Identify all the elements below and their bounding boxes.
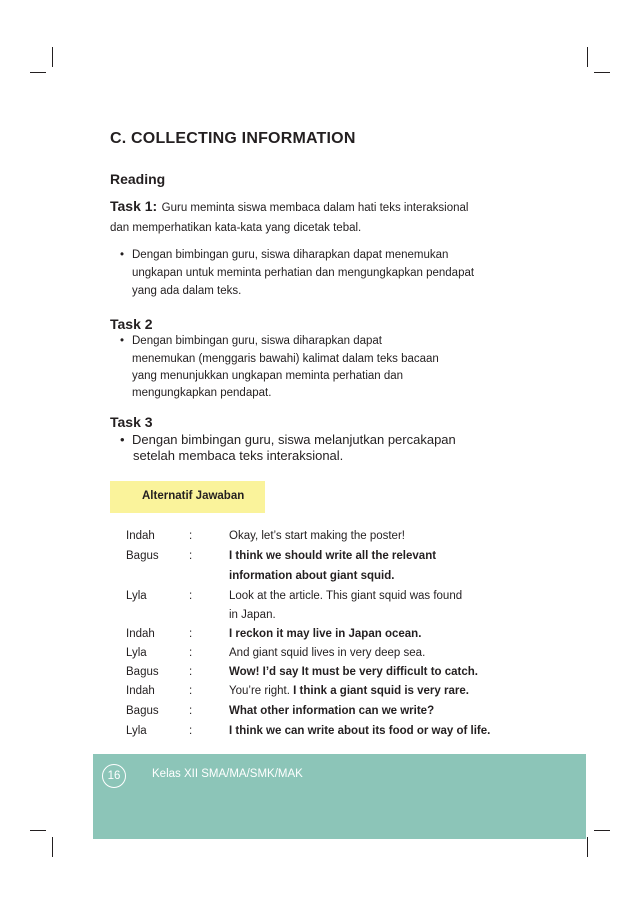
colon: :	[189, 647, 193, 659]
speaker: Bagus	[126, 666, 159, 678]
speaker: Lyla	[126, 647, 147, 659]
task2-bullet-line1: • Dengan bimbingan guru, siswa diharapkan dapat	[120, 335, 382, 347]
task1-bullet-line1: • Dengan bimbingan guru, siswa diharapkan dapat menemukan	[120, 249, 449, 261]
task1-paragraph	[110, 198, 468, 216]
task2-bullet-line3: yang menunjukkan ungkapan meminta perhatian dan	[132, 370, 404, 382]
line-text: I reckon it may live in Japan ocean.	[229, 628, 422, 640]
crop-mark-top-right-v	[587, 47, 588, 67]
colon: :	[189, 550, 193, 562]
footer-band	[93, 754, 586, 839]
alternatif-jawaban-box	[110, 481, 265, 513]
section-title: C. COLLECTING INFORMATION	[110, 130, 356, 147]
line-text: And giant squid lives in very deep sea.	[229, 647, 426, 659]
speaker: Indah	[126, 685, 155, 697]
task1-bullet-line3: yang ada dalam teks.	[132, 285, 242, 297]
task2-bullet-line4: mengungkapkan pendapat.	[132, 387, 272, 399]
alternatif-jawaban-label: Alternatif Jawaban	[142, 490, 245, 502]
speaker: Lyla	[126, 590, 147, 602]
line-text: You’re right. I think a giant squid is very rare.	[229, 685, 469, 697]
colon: :	[189, 685, 193, 697]
line-text: What other information can we write?	[229, 705, 435, 717]
crop-mark-bottom-right-h	[594, 830, 610, 831]
crop-mark-bottom-left-v	[52, 837, 53, 857]
colon: :	[189, 725, 193, 737]
task1-text-line2: dan memperhatikan kata-kata yang dicetak tebal.	[110, 222, 362, 234]
crop-mark-bottom-left-h	[30, 830, 46, 831]
line-text: I think we can write about its food or way of life.	[229, 725, 491, 737]
task3-label: Task 3	[110, 414, 153, 430]
line-text: Okay, let’s start making the poster!	[229, 530, 405, 542]
speaker: Bagus	[126, 550, 159, 562]
crop-mark-top-right-h	[594, 72, 610, 73]
crop-mark-top-left-h	[30, 72, 46, 73]
line-text: in Japan.	[229, 609, 276, 621]
speaker: Lyla	[126, 725, 147, 737]
colon: :	[189, 705, 193, 717]
task1-text-line1: Guru meminta siswa membaca dalam hati teks interaksional	[161, 202, 469, 214]
book-title: Kelas XII SMA/MA/SMK/MAK	[152, 768, 303, 780]
task1-label: Task 1:	[110, 198, 158, 214]
colon: :	[189, 590, 193, 602]
crop-mark-bottom-right-v	[587, 837, 588, 857]
task3-bullet-line2: setelah membaca teks interaksional.	[133, 448, 344, 463]
colon: :	[189, 666, 193, 678]
speaker: Bagus	[126, 705, 159, 717]
task2-bullet-line2: menemukan (menggaris bawahi) kalimat dalam teks bacaan	[132, 353, 439, 365]
colon: :	[189, 530, 193, 542]
speaker: Indah	[126, 628, 155, 640]
page-number: 16	[102, 764, 126, 788]
task3-bullet-line1: • Dengan bimbingan guru, siswa melanjutkan percakapan	[120, 432, 456, 447]
line-text: I think we should write all the relevant	[229, 550, 437, 562]
colon: :	[189, 628, 193, 640]
line-text: Look at the article. This giant squid was found	[229, 590, 463, 602]
speaker: Indah	[126, 530, 155, 542]
task2-label: Task 2	[110, 316, 153, 332]
line-text: information about giant squid.	[229, 570, 395, 582]
task1-bullet-line2: ungkapan untuk meminta perhatian dan mengungkapkan pendapat	[132, 267, 475, 279]
crop-mark-top-left-v	[52, 47, 53, 67]
line-text: Wow! I’d say It must be very difficult to catch.	[229, 666, 478, 678]
reading-heading: Reading	[110, 171, 166, 187]
